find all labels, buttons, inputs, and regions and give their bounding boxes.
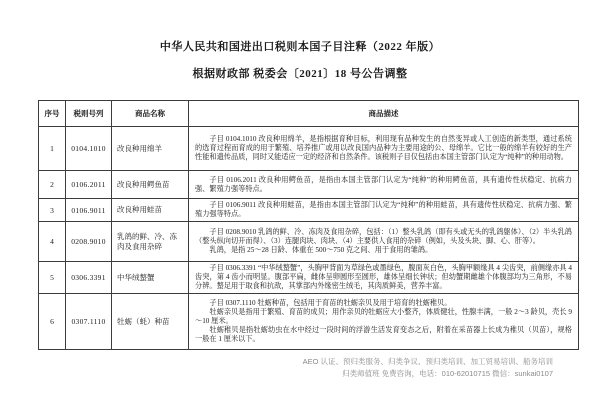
table-header [39, 101, 579, 127]
row-product-description [189, 127, 579, 171]
document-title: 中华人民共和国进出口税则本国子目注释（2022 年版） [159, 41, 441, 53]
description-paragraph: 牡蛎亲贝是指用于繁殖、育苗的成贝；用作亲贝的牡蛎应大小整齐，体质健壮，性腺丰满，一般 2～3 龄贝，壳长 9～10 厘米。 [195, 308, 572, 325]
header-seq: 序号 [39, 101, 66, 127]
tariff-table [38, 100, 579, 350]
row-product-name: 中华绒螯蟹 [112, 262, 189, 294]
table-row [39, 127, 579, 171]
row-product-name: 乳鸽的鲜、冷、冻肉及食用杂碎 [112, 222, 189, 262]
row-product-description [189, 222, 579, 262]
row-seq-number: 6 [39, 294, 66, 350]
row-product-name: 改良种用鳄鱼苗 [112, 171, 189, 199]
row-seq-number: 3 [39, 199, 66, 222]
table-header-row [39, 101, 579, 127]
footer-phone-line: 归类师值班 免费咨询，电话：010-62010715 微信：sunkai0107 [342, 369, 553, 378]
description-paragraph: 乳鸽，是指 25～28 日龄、体重在 500～750 克之间、用于食用的雏鸽。 [209, 246, 433, 254]
table-row [39, 171, 579, 199]
row-product-description [189, 199, 579, 222]
description-paragraph: 子目 0208.9010 乳鸽的鲜、冷、冻肉及食用杂碎，包括：（1）整头乳鸽（即有头或无头的乳鸽躯体）、（2）半头乳鸽（整头纵向切开而得）、（3）连腿肉块、肉块、（4）主要供人食用的杂碎（例如，头及头块、脚、心、肝等）。 [195, 228, 572, 245]
row-seq-number: 5 [39, 262, 66, 294]
description-paragraph: 子目 0106.9011 改良种用蛙苗，是指由本国主管部门认定为“纯种”的种用蛙苗，具有遗传性状稳定、抗病力强、繁殖力强等特点。 [195, 201, 572, 218]
row-product-description [189, 294, 579, 350]
row-tariff-code: 0307.1110 [66, 294, 112, 350]
row-tariff-code: 0306.3391 [66, 262, 112, 294]
row-product-description [189, 262, 579, 294]
row-tariff-code: 0106.9011 [66, 199, 112, 222]
table-body [39, 127, 579, 350]
footer-services-line: AEO 认证、预归类服务、归类争议、预归类培训、加工贸易培训、船务培训 [302, 357, 553, 366]
row-product-name: 改良种用蛙苗 [112, 199, 189, 222]
description-paragraph: 子目 0306.3391 “中华绒螯蟹”，头胸甲背面为草绿色或墨绿色，腹面灰白色，头胸甲额缘具 4 尖齿突，前侧缘亦具 4 齿突，第 4 齿小而明显。腹部平扁，雌体呈卵圆形至圆形，雄体呈细长钟状；但幼蟹期雌雄个体腹部均为三角形，不易分辨。螯足用于取食和抗敌，其掌部内外缘密生绒毛，其肉质鲜美，营养丰富。 [195, 264, 572, 290]
table-row [39, 262, 579, 294]
row-product-name: 改良种用绵羊 [112, 127, 189, 171]
document-subtitle: 根据财政部 税委会〔2021〕18 号公告调整 [192, 68, 408, 80]
table-row [39, 294, 579, 350]
row-tariff-code: 0104.1010 [66, 127, 112, 171]
description-paragraph: 牡蛎稚贝是指牡蛎幼虫在水中经过一段时间的浮游生活发育变态之后，附着在采苗器上长成为稚贝（贝苗），规格一般在 1 厘米以下。 [195, 326, 572, 343]
row-product-name: 牡蛎（蚝）种苗 [112, 294, 189, 350]
row-seq-number: 4 [39, 222, 66, 262]
footer-contact [303, 356, 553, 380]
row-seq-number: 2 [39, 171, 66, 199]
description-paragraph: 子目 0307.1110 牡蛎种苗，包括用于育苗的牡蛎亲贝及用于培育的牡蛎稚贝。 [209, 299, 452, 307]
row-tariff-code: 0208.9010 [66, 222, 112, 262]
header-name: 商品名称 [112, 101, 189, 127]
table-row [39, 199, 579, 222]
description-paragraph: 子目 0104.1010 改良种用绵羊，是指根据育种目标，利用现有品种发生的自然变异或人工创造的新类型，通过系统的选育过程而育成的用于繁殖、培养推广或用以改良国内品种为主要用途的公、母绵羊。它比一般的绵羊有较好的生产性能和遗传品质，同时又能适应一定的经济和自然条件。该税则子目仅包括由本国主管部门认定为“纯种”的种用动物。 [195, 135, 572, 161]
row-product-description [189, 171, 579, 199]
table-row [39, 222, 579, 262]
row-tariff-code: 0106.2011 [66, 171, 112, 199]
description-paragraph: 子目 0106.2011 改良种用鳄鱼苗，是指由本国主管部门认定为“纯种”的种用鳄鱼苗，具有遗传性状稳定、抗病力强、繁殖力强等特点。 [195, 175, 572, 193]
row-seq-number: 1 [39, 127, 66, 171]
header-code: 税则号列 [66, 101, 112, 127]
header-desc: 商品描述 [189, 101, 579, 127]
